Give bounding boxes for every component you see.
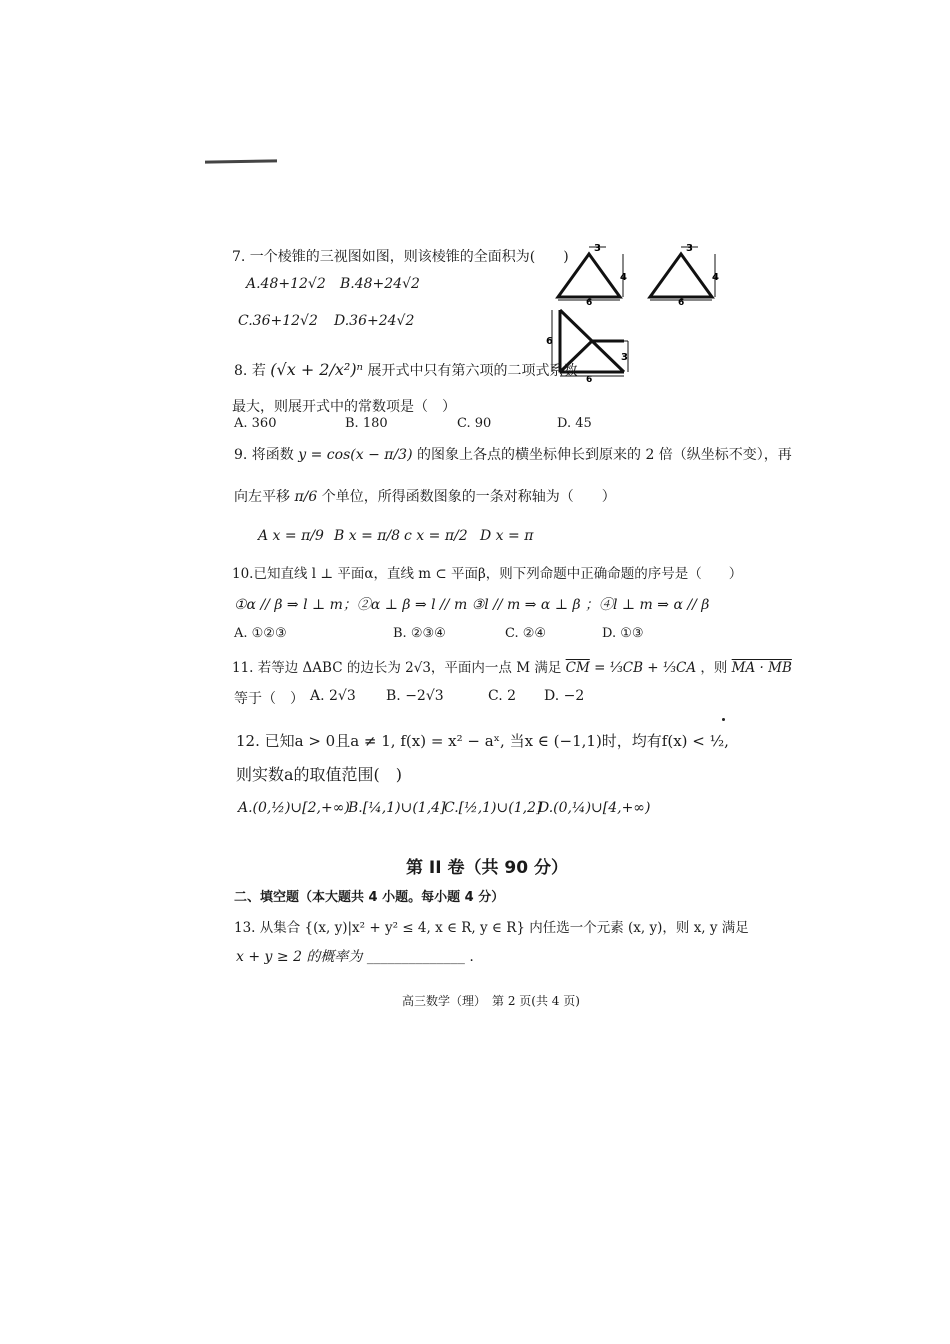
q7-option-d: D.36+24√2 bbox=[334, 313, 415, 329]
q11-line1 bbox=[232, 656, 792, 676]
page-footer: 高三数学（理） 第 2 页(共 4 页) bbox=[402, 994, 580, 1008]
q7-stem: 7. 一个棱锥的三视图如图，则该棱锥的全面积为( ) bbox=[232, 249, 569, 265]
q8-option-a: A. 360 bbox=[234, 416, 277, 431]
q9-option-a: A x = π/9 bbox=[258, 528, 324, 544]
q9-line2-end: 个单位，所得函数图象的一条对称轴为（ ） bbox=[321, 489, 616, 505]
q8-expression: (√x + 2/x²)ⁿ bbox=[270, 360, 364, 379]
q7-option-c: C.36+12√2 bbox=[238, 313, 318, 329]
q7-option-b: B.48+24√2 bbox=[340, 276, 420, 292]
fig-label-side4b: 4 bbox=[712, 272, 719, 283]
q9-line1 bbox=[234, 444, 792, 464]
q11-option-c: C. 2 bbox=[488, 688, 517, 704]
q12-line2: 则实数a的取值范围( ) bbox=[236, 765, 403, 784]
q11-line1-mid: ，则 bbox=[700, 660, 728, 676]
q11-line2: 等于（ ） bbox=[234, 691, 304, 707]
fig-label-left6: 6 bbox=[546, 336, 553, 347]
q9-line2-start: 向左平移 bbox=[234, 489, 290, 505]
q12-option-b: B.[¼,1)∪(1,4] bbox=[348, 800, 446, 816]
q8-line1 bbox=[234, 360, 578, 380]
q9-shift: π/6 bbox=[294, 489, 318, 505]
q12-line1: 12. 已知a > 0且a ≠ 1, f(x) = x² − aˣ, 当x ∈ (−1,1)时，均有f(x) < ½, bbox=[236, 732, 729, 750]
q11-equation: = ⅓CB + ⅓CA bbox=[594, 660, 697, 676]
q9-function: y = cos(x − π/3) bbox=[298, 447, 413, 463]
q9-line1-start: 9. 将函数 bbox=[234, 447, 294, 463]
q8-line2: 最大，则展开式中的常数项是（ ） bbox=[232, 399, 456, 415]
q10-option-d: D. ①③ bbox=[602, 626, 644, 641]
q11-dot-product: MA · MB bbox=[731, 660, 792, 676]
q8-pre: 若 bbox=[251, 363, 266, 379]
q8-option-d: D. 45 bbox=[557, 416, 592, 431]
q8-option-c: C. 90 bbox=[457, 416, 492, 431]
q11-option-a: A. 2√3 bbox=[310, 688, 356, 704]
q8-option-b: B. 180 bbox=[345, 416, 388, 431]
fig-label-base6a: 6 bbox=[586, 298, 593, 308]
q13-answer-blank[interactable]: ______________ bbox=[366, 949, 465, 965]
scan-speck bbox=[722, 718, 725, 721]
q10-option-b: B. ②③④ bbox=[393, 626, 446, 641]
side-view bbox=[650, 254, 712, 297]
q9-line1-end: 的图象上各点的横坐标伸长到原来的 2 倍（纵坐标不变），再 bbox=[417, 447, 792, 463]
fig-label-top3a: 3 bbox=[594, 243, 601, 254]
scan-artifact-line bbox=[205, 159, 277, 163]
q13-period: . bbox=[469, 949, 474, 965]
q10-stem: 10.已知直线 l ⊥ 平面α，直线 m ⊂ 平面β，则下列命题中正确命题的序号是（ ） bbox=[232, 566, 743, 582]
fig-label-right3: 3 bbox=[621, 352, 628, 363]
q10-option-a: A. ①②③ bbox=[234, 626, 287, 641]
q13-line2 bbox=[236, 946, 474, 966]
q12-option-a: A.(0,½)∪[2,+∞) bbox=[238, 800, 350, 816]
part2-title: 第 II 卷（共 90 分） bbox=[406, 858, 568, 878]
q9-option-d: D x = π bbox=[480, 528, 534, 544]
q10-option-c: C. ②④ bbox=[505, 626, 547, 641]
q13-condition: x + y ≥ 2 的概率为 bbox=[236, 949, 363, 965]
section-heading: 二、填空题（本大题共 4 小题。每小题 4 分） bbox=[234, 890, 505, 905]
q13-line1: 13. 从集合 {(x, y)|x² + y² ≤ 4, x ∈ R, y ∈ R} 内任选一个元素 (x, y)，则 x, y 满足 bbox=[234, 920, 749, 936]
q10-propositions: ①α // β ⇒ l ⊥ m；②α ⊥ β ⇒ l // m ③l // m ⇒ α ⊥ β ；④l ⊥ m ⇒ α // β bbox=[234, 597, 710, 613]
q9-option-c: c x = π/2 bbox=[404, 528, 468, 544]
front-view bbox=[558, 254, 620, 297]
q9-option-b: B x = π/8 bbox=[334, 528, 401, 544]
q8-post: 展开式中只有第六项的二项式系数 bbox=[367, 363, 578, 379]
fig-label-side4a: 4 bbox=[620, 272, 627, 283]
fig-label-base6c: 6 bbox=[586, 375, 593, 385]
q11-vector-cm: $\overline{CM}$ bbox=[565, 660, 590, 676]
q11-line1-start: 11. 若等边 ΔABC 的边长为 2√3，平面内一点 M 满足 bbox=[232, 660, 562, 676]
q11-option-b: B. −2√3 bbox=[386, 688, 444, 704]
q12-option-c: C.[½,1)∪(1,2] bbox=[444, 800, 542, 816]
fig-label-top3b: 3 bbox=[686, 243, 693, 254]
q11-option-d: D. −2 bbox=[544, 688, 585, 704]
q9-line2 bbox=[234, 486, 616, 506]
q12-option-d: D.(0,¼)∪[4,+∞) bbox=[538, 800, 651, 816]
q7-option-a: A.48+12√2 bbox=[246, 276, 326, 292]
q8-number: 8. bbox=[234, 363, 248, 379]
fig-label-base6b: 6 bbox=[678, 298, 685, 308]
